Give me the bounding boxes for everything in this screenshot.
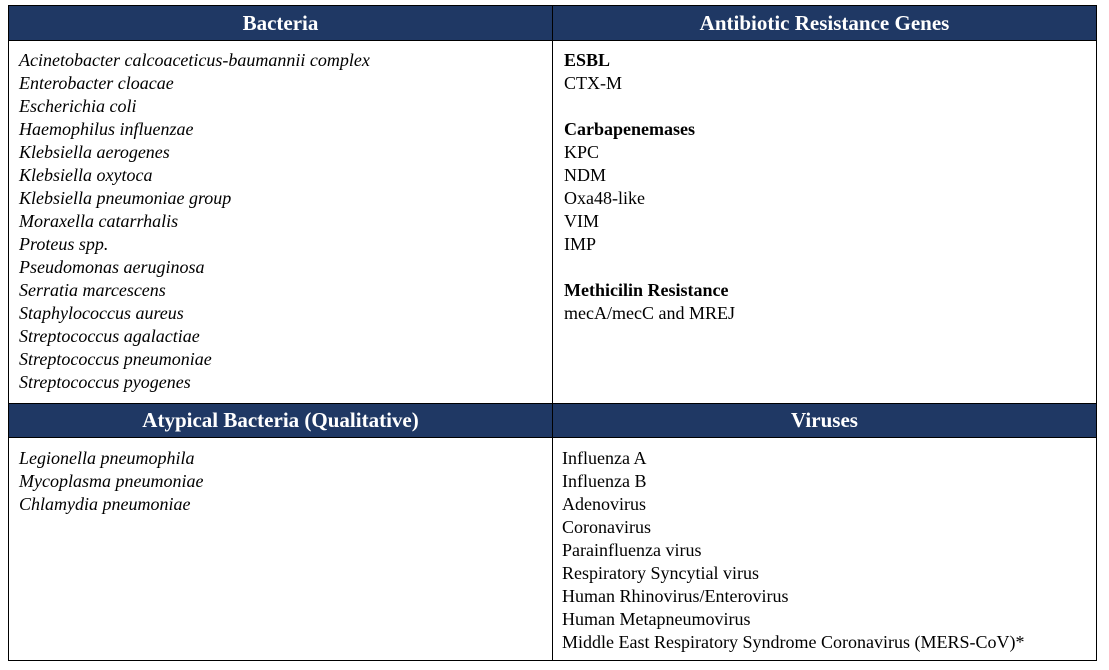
virus-item: Human Rhinovirus/Enterovirus [562,586,789,606]
header-bacteria: Bacteria [9,6,553,40]
header-atypical-bacteria: Atypical Bacteria (Qualitative) [9,404,553,437]
resistance-group-title: Carbapenemases [564,119,695,139]
pathogen-table [8,5,1097,661]
resistance-gene-item: CTX-M [564,73,622,93]
header-antibiotic-resistance-genes: Antibiotic Resistance Genes [553,6,1096,40]
resistance-group-title: ESBL [564,50,611,70]
bacteria-item: Staphylococcus aureus [19,303,184,323]
bacteria-list [19,49,549,399]
bacteria-item: Klebsiella pneumoniae group [19,188,232,208]
resistance-gene-item: VIM [564,211,599,231]
virus-item: Human Metapneumovirus [562,609,751,629]
row-divider-lower [9,437,1096,438]
bacteria-item: Klebsiella oxytoca [19,165,153,185]
virus-item: Coronavirus [562,517,651,537]
resistance-gene-item: NDM [564,165,607,185]
virus-item: Middle East Respiratory Syndrome Coronavirus (MERS-CoV)* [562,632,1025,652]
bacteria-item: Klebsiella aerogenes [19,142,170,162]
virus-item: Influenza B [562,471,647,491]
group-spacer [564,95,1089,118]
atypical-bacteria-item: Chlamydia pneumoniae [19,494,191,514]
bacteria-item: Proteus spp. [19,234,109,254]
resistance-group-title: Methicilin Resistance [564,280,729,300]
row-divider-middle [9,403,1096,404]
bacteria-item: Acinetobacter calcoaceticus-baumannii complex [19,50,370,70]
bacteria-item: Pseudomonas aeruginosa [19,257,205,277]
resistance-gene-item: Oxa48-like [564,188,645,208]
atypical-bacteria-list [19,447,549,657]
bacteria-item: Streptococcus pyogenes [19,372,191,392]
virus-item: Parainfluenza virus [562,540,702,560]
atypical-bacteria-item: Mycoplasma pneumoniae [19,471,204,491]
bacteria-item: Serratia marcescens [19,280,166,300]
row-divider-top [9,40,1096,41]
virus-item: Respiratory Syncytial virus [562,563,759,583]
header-viruses: Viruses [553,404,1096,437]
virus-item: Influenza A [562,448,647,468]
bacteria-item: Moraxella catarrhalis [19,211,179,231]
bacteria-item: Haemophilus influenzae [19,119,194,139]
bacteria-item: Streptococcus agalactiae [19,326,200,346]
resistance-gene-item: mecA/mecC and MREJ [564,303,735,323]
virus-item: Adenovirus [562,494,646,514]
group-spacer [564,256,1089,279]
column-divider [552,6,553,660]
bacteria-item: Enterobacter cloacae [19,73,174,93]
bacteria-item: Escherichia coli [19,96,137,116]
virus-list [562,447,1092,657]
atypical-bacteria-item: Legionella pneumophila [19,448,195,468]
resistance-gene-list [564,49,1089,399]
resistance-gene-item: KPC [564,142,600,162]
resistance-gene-item: IMP [564,234,597,254]
bacteria-item: Streptococcus pneumoniae [19,349,212,369]
